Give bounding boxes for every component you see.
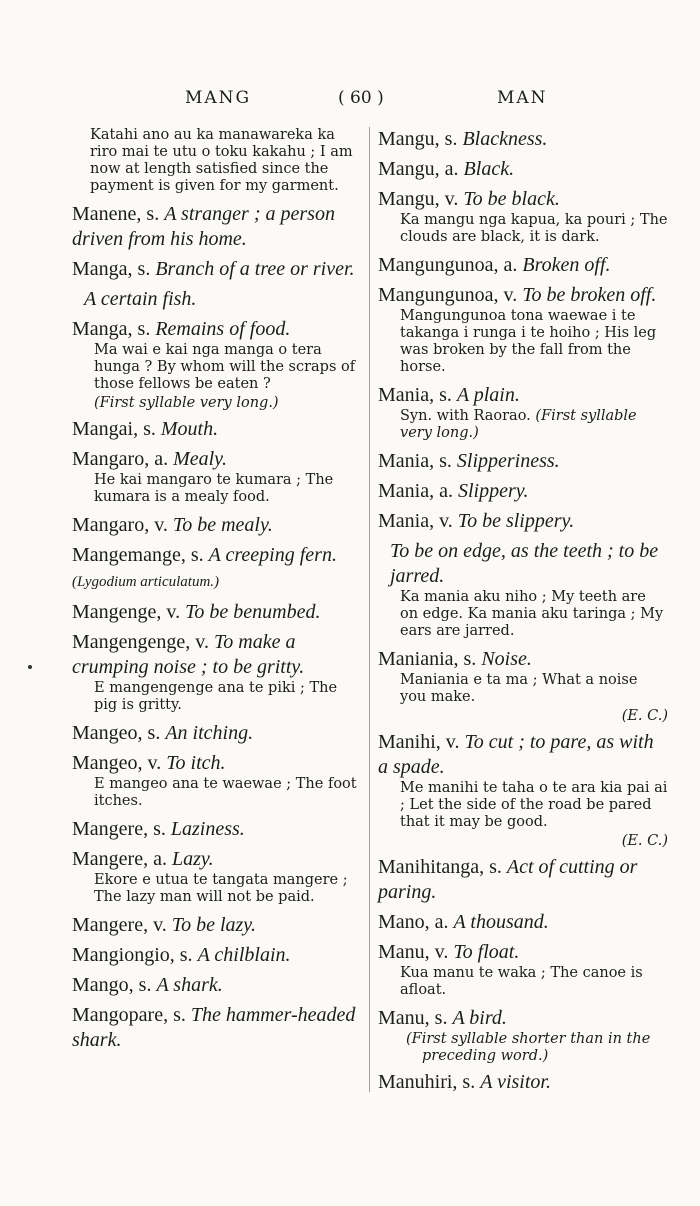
dictionary-entry xyxy=(72,447,364,506)
definition: Black. xyxy=(463,158,515,180)
headword: Mangu, v. xyxy=(378,188,459,210)
headword: Mangu, a. xyxy=(378,158,459,180)
headword: Mangaro, v. xyxy=(72,514,168,536)
headword: Manu, s. xyxy=(378,1007,448,1029)
dictionary-entry xyxy=(72,630,364,714)
dictionary-entry xyxy=(72,751,364,810)
headword: Manihitanga, s. xyxy=(378,856,502,878)
example: E mangeo ana te waewae ; The foot itches. xyxy=(94,776,357,809)
definition: A plain. xyxy=(456,384,520,406)
headword: Mania, v. xyxy=(378,510,453,532)
dictionary-entry xyxy=(72,817,364,842)
definition: A thousand. xyxy=(453,911,549,933)
example: Maniania e ta ma ; What a noise you make. xyxy=(400,672,638,705)
dictionary-entry xyxy=(378,479,668,504)
definition: An itching. xyxy=(165,722,254,744)
headword: Mangopare, s. xyxy=(72,1004,186,1026)
dictionary-entry xyxy=(72,913,364,938)
headword: Mangenge, v. xyxy=(72,601,181,623)
column-divider xyxy=(369,127,370,1092)
dictionary-entry xyxy=(72,847,364,906)
definition: Laziness. xyxy=(170,818,245,840)
dictionary-entry xyxy=(72,1003,364,1053)
dictionary-entry xyxy=(378,647,668,725)
headword: Mano, a. xyxy=(378,911,449,933)
sub-definition: To be on edge, as the teeth ; to be jarred. xyxy=(390,540,659,587)
left-column xyxy=(72,127,364,1053)
definition: A bird. xyxy=(452,1007,507,1029)
dictionary-entry xyxy=(72,202,364,252)
definition: To make a crumping noise ; to be gritty. xyxy=(72,631,305,678)
example: Ekore e utua te tangata mangere ; The lazy man will not be paid. xyxy=(94,872,348,905)
headword: Mangere, v. xyxy=(72,914,167,936)
example: Syn. with Raorao. xyxy=(400,408,531,424)
definition: The hammer-headed shark. xyxy=(72,1004,356,1051)
source-mark: (E. C.) xyxy=(621,833,668,849)
dictionary-entry xyxy=(72,600,364,625)
note: (Lygodium articulatum.) xyxy=(72,574,220,590)
definition: A shark. xyxy=(156,974,223,996)
definition: A chilblain. xyxy=(197,944,291,966)
headword: Mangiongio, s. xyxy=(72,944,193,966)
definition: Act of cutting or paring. xyxy=(378,856,638,903)
definition: Slipperiness. xyxy=(456,450,560,472)
page-number: ( 60 ) xyxy=(338,88,384,108)
definition: To itch. xyxy=(166,752,226,774)
headword: Mangemange, s. xyxy=(72,544,204,566)
dictionary-entry xyxy=(378,383,668,442)
dictionary-entry xyxy=(378,127,668,152)
headword: Manga, s. xyxy=(72,258,151,280)
page-header xyxy=(0,88,700,112)
headword: Mangungunoa, v. xyxy=(378,284,518,306)
definition: Remains of food. xyxy=(155,318,291,340)
definition: To be lazy. xyxy=(171,914,257,936)
example: Ka mania aku niho ; My teeth are on edge. Ka mania aku taringa ; My ears are jarred. xyxy=(400,589,664,639)
definition: To be black. xyxy=(463,188,560,210)
definition: Slippery. xyxy=(457,480,529,502)
dictionary-entry xyxy=(378,253,668,278)
dictionary-entry xyxy=(378,1006,668,1065)
dictionary-entry xyxy=(72,257,364,282)
dictionary-entry xyxy=(378,539,668,640)
dictionary-entry xyxy=(378,449,668,474)
headword: Mangere, a. xyxy=(72,848,167,870)
headword: Manene, s. xyxy=(72,203,160,225)
definition: Branch of a tree or river. xyxy=(155,258,355,280)
headword: Maniania, s. xyxy=(378,648,477,670)
source-mark: (E. C.) xyxy=(621,708,668,724)
dictionary-entry xyxy=(378,1070,668,1095)
example: He kai mangaro te kumara ; The kumara is a mealy food. xyxy=(94,472,334,505)
dictionary-entry xyxy=(72,317,364,412)
definition: Noise. xyxy=(481,648,532,670)
note: (First syllable shorter than in the preceding word.) xyxy=(406,1031,651,1064)
definition: A stranger ; a person driven from his home. xyxy=(72,203,335,250)
example: E mangengenge ana te piki ; The pig is gritty. xyxy=(94,680,338,713)
headword: Mangu, s. xyxy=(378,128,458,150)
running-head-left: MANG xyxy=(185,88,252,108)
headword: Mania, s. xyxy=(378,450,452,472)
definition: To float. xyxy=(453,941,520,963)
dictionary-entry xyxy=(378,283,668,376)
headword: Mangeo, v. xyxy=(72,752,162,774)
example: Ka mangu nga kapua, ka pouri ; The clouds are black, it is dark. xyxy=(400,212,668,245)
example: Me manihi te taha o te ara kia pai ai ; Let the side of the road be pared that it may be good. xyxy=(400,780,668,830)
dictionary-entry xyxy=(378,187,668,246)
headword: Manga, s. xyxy=(72,318,151,340)
dictionary-entry xyxy=(378,940,668,999)
headword: Mangai, s. xyxy=(72,418,156,440)
definition: Blackness. xyxy=(462,128,548,150)
dictionary-entry xyxy=(72,417,364,442)
running-head-right: MAN xyxy=(497,88,548,108)
example: Mangungunoa tona waewae i te takanga i runga i te hoiho ; His leg was broken by the fall from the horse. xyxy=(400,308,657,375)
definition: To cut ; to pare, as with a spade. xyxy=(378,731,654,778)
dictionary-entry xyxy=(72,543,364,595)
headword: Mangengenge, v. xyxy=(72,631,209,653)
definition: Mealy. xyxy=(173,448,227,470)
dictionary-entry xyxy=(72,513,364,538)
headword: Manihi, v. xyxy=(378,731,460,753)
headword: Manuhiri, s. xyxy=(378,1071,476,1093)
definition: To be slippery. xyxy=(457,510,575,532)
definition: A visitor. xyxy=(480,1071,551,1093)
definition: To be mealy. xyxy=(172,514,273,536)
definition: Lazy. xyxy=(171,848,214,870)
dictionary-entry xyxy=(378,855,668,905)
sub-definition: A certain fish. xyxy=(84,288,197,310)
headword: Mangaro, a. xyxy=(72,448,169,470)
definition: Broken off. xyxy=(522,254,611,276)
dictionary-entry xyxy=(378,157,668,182)
margin-mark xyxy=(28,665,32,669)
continuation-text: Katahi ano au ka manawareka ka riro mai te utu o toku kakahu ; I am now at length satisfied since the payment is given for my garment. xyxy=(90,127,353,194)
dictionary-entry xyxy=(378,509,668,534)
headword: Mania, s. xyxy=(378,384,452,406)
dictionary-entry xyxy=(72,973,364,998)
headword: Mango, s. xyxy=(72,974,152,996)
note: (First syllable very long.) xyxy=(94,395,279,411)
example: Ma wai e kai nga manga o tera hunga ? By whom will the scraps of those fellows be eaten ? xyxy=(94,342,356,392)
example: Kua manu te waka ; The canoe is afloat. xyxy=(400,965,643,998)
dictionary-entry xyxy=(72,721,364,746)
dictionary-entry xyxy=(378,910,668,935)
note: (First syllable very long.) xyxy=(400,408,637,441)
headword: Manu, v. xyxy=(378,941,449,963)
definition: To be broken off. xyxy=(522,284,657,306)
headword: Mangere, s. xyxy=(72,818,166,840)
definition: To be benumbed. xyxy=(185,601,321,623)
definition: A creeping fern. xyxy=(208,544,337,566)
dictionary-entry xyxy=(378,730,668,850)
headword: Mangeo, s. xyxy=(72,722,161,744)
headword: Mangungunoa, a. xyxy=(378,254,518,276)
headword: Mania, a. xyxy=(378,480,453,502)
right-column xyxy=(378,127,668,1095)
definition: Mouth. xyxy=(160,418,219,440)
dictionary-entry xyxy=(72,943,364,968)
